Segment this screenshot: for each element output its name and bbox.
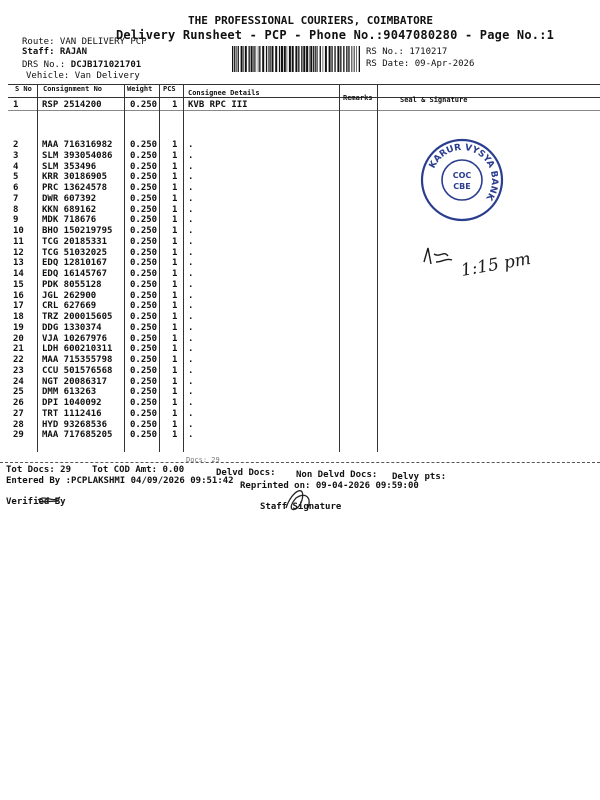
row-sno: 25 bbox=[13, 387, 24, 398]
vehicle-label: Vehicle: Van Delivery bbox=[26, 71, 140, 81]
col-header-remarks: Remarks bbox=[343, 94, 373, 102]
row-consignment-no: DPI 1040092 bbox=[42, 398, 102, 408]
row-weight: 0.250 bbox=[130, 226, 158, 236]
rs-number: RS No.: 1710217 bbox=[366, 47, 448, 57]
row-consignee-details: . bbox=[188, 344, 194, 355]
row-pieces: 1 bbox=[172, 161, 178, 172]
row-sno: 15 bbox=[13, 279, 24, 290]
row-sno: 29 bbox=[13, 430, 24, 441]
row-consignee-details: . bbox=[188, 172, 194, 183]
row-pieces: 1 bbox=[172, 290, 178, 301]
row-consignee-details: KVB RPC III bbox=[188, 100, 248, 110]
delivered-docs: Delvd Docs: bbox=[216, 468, 276, 478]
row-weight: 0.250 bbox=[130, 290, 158, 301]
row-pieces: 1 bbox=[172, 183, 178, 193]
row-weight: 0.250 bbox=[130, 258, 158, 269]
row-pieces: 1 bbox=[172, 258, 178, 269]
row-weight: 0.250 bbox=[130, 387, 158, 398]
row-consignee-details: . bbox=[188, 236, 194, 247]
row-consignment-no: TRZ 200015605 bbox=[42, 312, 113, 322]
row-consignee-details: . bbox=[188, 408, 194, 419]
row-consignment-no: SLM 393054086 bbox=[42, 150, 113, 161]
row-sno: 8 bbox=[13, 204, 19, 215]
row-weight: 0.250 bbox=[130, 398, 158, 408]
row-weight: 0.250 bbox=[130, 172, 158, 183]
row-consignee-details: . bbox=[188, 279, 194, 290]
row-sno: 12 bbox=[13, 247, 24, 258]
row-weight: 0.250 bbox=[130, 355, 158, 365]
row-pieces: 1 bbox=[172, 226, 178, 236]
row-consignee-details: . bbox=[188, 301, 194, 312]
delivery-points: Delvy pts: bbox=[392, 472, 447, 482]
reprinted-on: Reprinted on: 09-04-2026 09:59:00 bbox=[240, 481, 419, 491]
row-consignment-no: KKN 689162 bbox=[42, 204, 97, 215]
row-weight: 0.250 bbox=[130, 161, 158, 172]
route-label: Route: VAN DELIVERY PCP bbox=[22, 37, 147, 47]
row-sno: 6 bbox=[13, 183, 19, 193]
row-pieces: 1 bbox=[172, 269, 178, 279]
row-pieces: 1 bbox=[172, 279, 178, 290]
handwritten-delivery-time: 1:15 pm bbox=[459, 248, 533, 281]
total-cod-amount: Tot COD Amt: 0.00 bbox=[92, 465, 185, 475]
row-sno: 14 bbox=[13, 269, 24, 279]
row-weight: 0.250 bbox=[130, 430, 158, 441]
row-pieces: 1 bbox=[172, 376, 178, 387]
verified-by: Verified By bbox=[6, 497, 66, 507]
row-pieces: 1 bbox=[172, 301, 178, 312]
row-pieces: 1 bbox=[172, 322, 178, 333]
row-consignment-no: DDG 1330374 bbox=[42, 322, 102, 333]
row-consignment-no: SLM 353496 bbox=[42, 161, 97, 172]
row-pieces: 1 bbox=[172, 236, 178, 247]
row-weight: 0.250 bbox=[130, 344, 158, 355]
row-pieces: 1 bbox=[172, 172, 178, 183]
row-pieces: 1 bbox=[172, 355, 178, 365]
row-consignee-details: . bbox=[188, 376, 194, 387]
staff-signature-label: Staff Signature bbox=[260, 502, 342, 512]
verified-signature-scribble bbox=[38, 497, 60, 502]
row-sno: 20 bbox=[13, 333, 24, 344]
row-weight: 0.250 bbox=[130, 247, 158, 258]
row-consignee-details: . bbox=[188, 258, 194, 269]
row-sno: 7 bbox=[13, 193, 19, 204]
initials-signature bbox=[424, 248, 452, 264]
row-consignment-no: TCG 51032025 bbox=[42, 247, 108, 258]
row-consignee-details: . bbox=[188, 247, 194, 258]
row-weight: 0.250 bbox=[130, 419, 158, 430]
row-sno: 17 bbox=[13, 301, 24, 312]
row-consignment-no: BHO 150219795 bbox=[42, 226, 113, 236]
non-delivered-docs: Non Delvd Docs: bbox=[296, 470, 378, 480]
row-pieces: 1 bbox=[172, 365, 178, 376]
row-sno: 23 bbox=[13, 365, 24, 376]
row-consignment-no: TRT 1112416 bbox=[42, 408, 102, 419]
row-pieces: 1 bbox=[172, 204, 178, 215]
row-consignment-no: HYD 93268536 bbox=[42, 419, 108, 430]
row-consignment-no: PDK 8055128 bbox=[42, 279, 102, 290]
row-consignee-details: . bbox=[188, 140, 194, 150]
staff-label: Staff: RAJAN bbox=[22, 47, 88, 57]
row-sno: 28 bbox=[13, 419, 24, 430]
col-header-consignee: Consignee Details bbox=[188, 89, 260, 97]
row-consignee-details: . bbox=[188, 161, 194, 172]
row-consignee-details: . bbox=[188, 365, 194, 376]
row-weight: 0.250 bbox=[130, 236, 158, 247]
row-pieces: 1 bbox=[172, 150, 178, 161]
row-consignment-no: RSP 2514200 bbox=[42, 100, 102, 110]
row-consignee-details: . bbox=[188, 193, 194, 204]
row-consignee-details: . bbox=[188, 430, 194, 441]
row-sno: 10 bbox=[13, 226, 24, 236]
row-pieces: 1 bbox=[172, 312, 178, 322]
row-weight: 0.250 bbox=[130, 269, 158, 279]
runsheet-title: Delivery Runsheet - PCP - Phone No.:9047080280 - Page No.:1 bbox=[116, 28, 555, 42]
row-weight: 0.250 bbox=[130, 301, 158, 312]
row-sno: 16 bbox=[13, 290, 24, 301]
row-sno: 27 bbox=[13, 408, 24, 419]
company-name: THE PROFESSIONAL COURIERS, COIMBATORE bbox=[188, 14, 434, 27]
row-pieces: 1 bbox=[172, 419, 178, 430]
entered-by: Entered By :PCPLAKSHMI 04/09/2026 09:51:42 bbox=[6, 476, 234, 486]
row-consignment-no: CRL 627669 bbox=[42, 301, 97, 312]
row-sno: 22 bbox=[13, 355, 24, 365]
row-consignment-no: PRC 13624578 bbox=[42, 183, 108, 193]
row-pieces: 1 bbox=[172, 430, 178, 441]
row-pieces: 1 bbox=[172, 333, 178, 344]
drs-label: DRS No.: bbox=[22, 60, 71, 70]
row-pieces: 1 bbox=[172, 247, 178, 258]
row-weight: 0.250 bbox=[130, 333, 158, 344]
row-consignment-no: MAA 717685205 bbox=[42, 430, 113, 441]
row-sno: 19 bbox=[13, 322, 24, 333]
stamp-ring-text: KARUR VYSYA BANK bbox=[427, 142, 500, 202]
row-sno: 4 bbox=[13, 161, 19, 172]
row-weight: 0.250 bbox=[130, 100, 158, 110]
row-consignee-details: . bbox=[188, 215, 194, 226]
row-weight: 0.250 bbox=[130, 215, 158, 226]
row-consignee-details: . bbox=[188, 269, 194, 279]
row-consignment-no: EDQ 16145767 bbox=[42, 269, 108, 279]
row-weight: 0.250 bbox=[130, 279, 158, 290]
col-header-seal: Seal & Signature bbox=[400, 96, 468, 104]
row-consignment-no: DWR 607392 bbox=[42, 193, 97, 204]
row-consignee-details: . bbox=[188, 183, 194, 193]
row-consignee-details: . bbox=[188, 419, 194, 430]
row-consignment-no: CCU 501576568 bbox=[42, 365, 113, 376]
row-consignee-details: . bbox=[188, 204, 194, 215]
row-sno: 5 bbox=[13, 172, 19, 183]
row-sno: 21 bbox=[13, 344, 24, 355]
staff-signature-scribble bbox=[286, 491, 309, 510]
row-consignment-no: VJA 10267976 bbox=[42, 333, 108, 344]
row-pieces: 1 bbox=[172, 387, 178, 398]
row-consignee-details: . bbox=[188, 387, 194, 398]
row-sno: 24 bbox=[13, 376, 24, 387]
col-header-pcs: PCS bbox=[163, 85, 176, 93]
row-consignee-details: . bbox=[188, 355, 194, 365]
row-weight: 0.250 bbox=[130, 322, 158, 333]
row-consignment-no: MDK 718676 bbox=[42, 215, 97, 226]
row-pieces: 1 bbox=[172, 140, 178, 150]
row-sno: 2 bbox=[13, 140, 19, 150]
row-consignment-no: EDQ 12810167 bbox=[42, 258, 108, 269]
row-weight: 0.250 bbox=[130, 183, 158, 193]
row-consignee-details: . bbox=[188, 150, 194, 161]
stamp-center-top: COC bbox=[452, 171, 472, 180]
row-weight: 0.250 bbox=[130, 140, 158, 150]
row-pieces: 1 bbox=[172, 100, 178, 110]
row-consignee-details: . bbox=[188, 290, 194, 301]
row-sno: 9 bbox=[13, 215, 19, 226]
row-consignee-details: . bbox=[188, 226, 194, 236]
row-weight: 0.250 bbox=[130, 376, 158, 387]
row-weight: 0.250 bbox=[130, 312, 158, 322]
row-weight: 0.250 bbox=[130, 365, 158, 376]
row-pieces: 1 bbox=[172, 408, 178, 419]
row-sno: 3 bbox=[13, 150, 19, 161]
row-consignee-details: . bbox=[188, 312, 194, 322]
row-consignment-no: MAA 716316982 bbox=[42, 140, 113, 150]
row-sno: 11 bbox=[13, 236, 24, 247]
row-weight: 0.250 bbox=[130, 408, 158, 419]
total-docs: Tot Docs: 29 bbox=[6, 465, 72, 475]
stamp-center-bottom: CBE bbox=[453, 182, 471, 191]
row-consignment-no: JGL 262900 bbox=[42, 290, 97, 301]
row-weight: 0.250 bbox=[130, 150, 158, 161]
row-consignment-no: NGT 20086317 bbox=[42, 376, 108, 387]
col-header-consignment: Consignment No bbox=[43, 85, 103, 93]
row-consignee-details: . bbox=[188, 333, 194, 344]
row-weight: 0.250 bbox=[130, 204, 158, 215]
row-consignee-details: . bbox=[188, 398, 194, 408]
row-consignment-no: DMM 613263 bbox=[42, 387, 97, 398]
row-consignment-no: KRR 30186905 bbox=[42, 172, 108, 183]
row-sno: 13 bbox=[13, 258, 24, 269]
row-pieces: 1 bbox=[172, 193, 178, 204]
row-pieces: 1 bbox=[172, 398, 178, 408]
rs-date: RS Date: 09-Apr-2026 bbox=[366, 59, 475, 69]
faint-docs-count: Docs: 29 bbox=[186, 456, 220, 464]
drs-value: DCJB171021701 bbox=[70, 60, 142, 70]
row-sno: 26 bbox=[13, 398, 24, 408]
row-pieces: 1 bbox=[172, 344, 178, 355]
col-header-sno: S No bbox=[15, 85, 32, 93]
row-consignment-no: TCG 20185331 bbox=[42, 236, 108, 247]
row-sno: 18 bbox=[13, 312, 24, 322]
col-header-weight: Weight bbox=[127, 85, 153, 93]
row-consignment-no: LDH 600210311 bbox=[42, 344, 113, 355]
row-pieces: 1 bbox=[172, 215, 178, 226]
row-sno: 1 bbox=[13, 100, 19, 110]
bank-stamp bbox=[422, 140, 502, 220]
row-consignment-no: MAA 715355798 bbox=[42, 355, 113, 365]
row-weight: 0.250 bbox=[130, 193, 158, 204]
row-consignee-details: . bbox=[188, 322, 194, 333]
